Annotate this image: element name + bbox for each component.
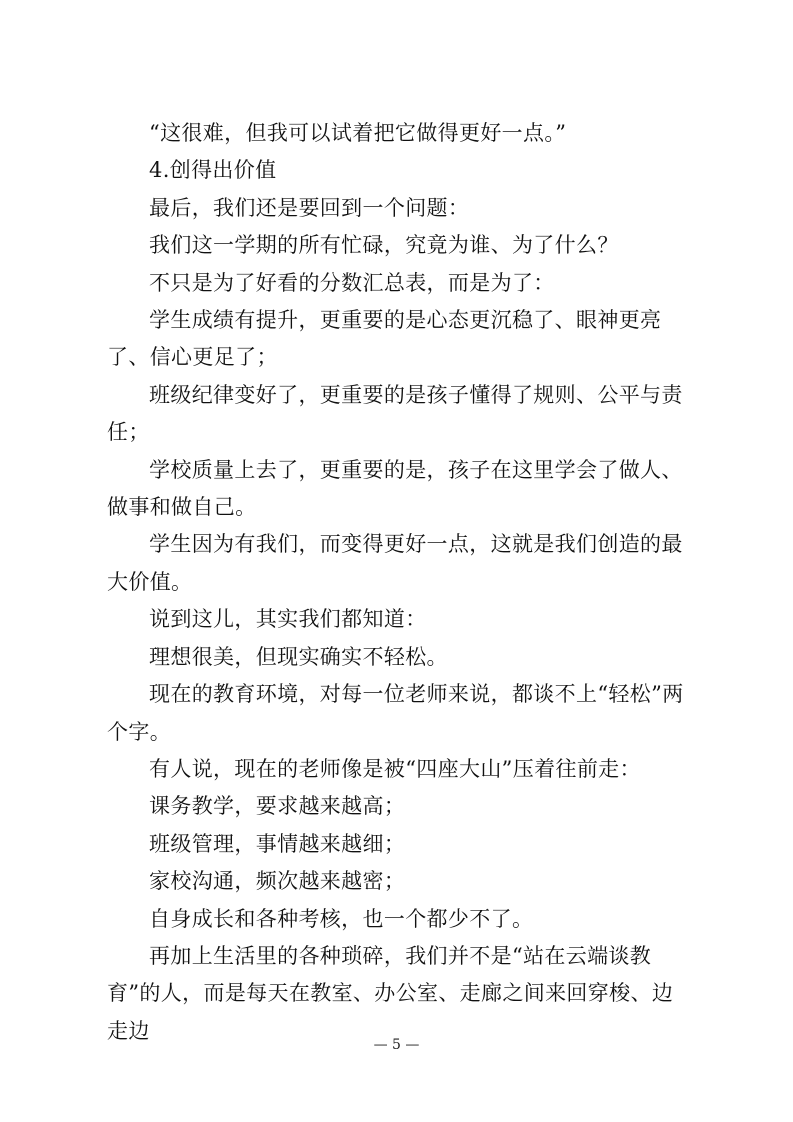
paragraph: 理想很美，但现实确实不轻松。 bbox=[149, 644, 448, 669]
paragraph: 说到这儿，其实我们都知道： bbox=[149, 607, 427, 632]
paragraph: 学生成绩有提升，更重要的是心态更沉稳了、眼神更亮了、信心更足了； bbox=[107, 308, 662, 370]
document-body bbox=[107, 115, 689, 1050]
paragraph: 再加上生活里的各种琐碎，我们并不是“站在云端谈教育”的人，而是每天在教室、办公室、走廊之间来回穿梭、边走边 bbox=[107, 943, 674, 1043]
list-item: 家校沟通，频次越来越密； bbox=[149, 869, 406, 894]
paragraph: 有人说，现在的老师像是被“四座大山”压着往前走： bbox=[149, 756, 641, 781]
paragraph: 学生因为有我们，而变得更好一点，这就是我们创造的最大价值。 bbox=[107, 532, 683, 594]
paragraph: 不只是为了好看的分数汇总表，而是为了： bbox=[149, 270, 555, 295]
paragraph: 最后，我们还是要回到一个问题： bbox=[149, 195, 470, 220]
paragraph: 现在的教育环境，对每一位老师来说，都谈不上“轻松”两个字。 bbox=[107, 682, 684, 744]
paragraph: 我们这一学期的所有忙碌，究竟为谁、为了什么？ bbox=[149, 233, 619, 258]
section-heading: 4.创得出价值 bbox=[149, 158, 277, 183]
page-number: — 5 — bbox=[373, 1037, 420, 1053]
paragraph-quote: “这很难，但我可以试着把它做得更好一点。” bbox=[149, 121, 567, 145]
list-item: 课务教学，要求越来越高； bbox=[149, 794, 406, 819]
list-item: 自身成长和各种考核，也一个都少不了。 bbox=[149, 906, 534, 931]
paragraph: 班级纪律变好了，更重要的是孩子懂得了规则、公平与责任； bbox=[107, 382, 683, 445]
list-item: 班级管理，事情越来越细； bbox=[149, 831, 406, 856]
paragraph: 学校质量上去了，更重要的是，孩子在这里学会了做人、做事和做自己。 bbox=[107, 457, 683, 520]
